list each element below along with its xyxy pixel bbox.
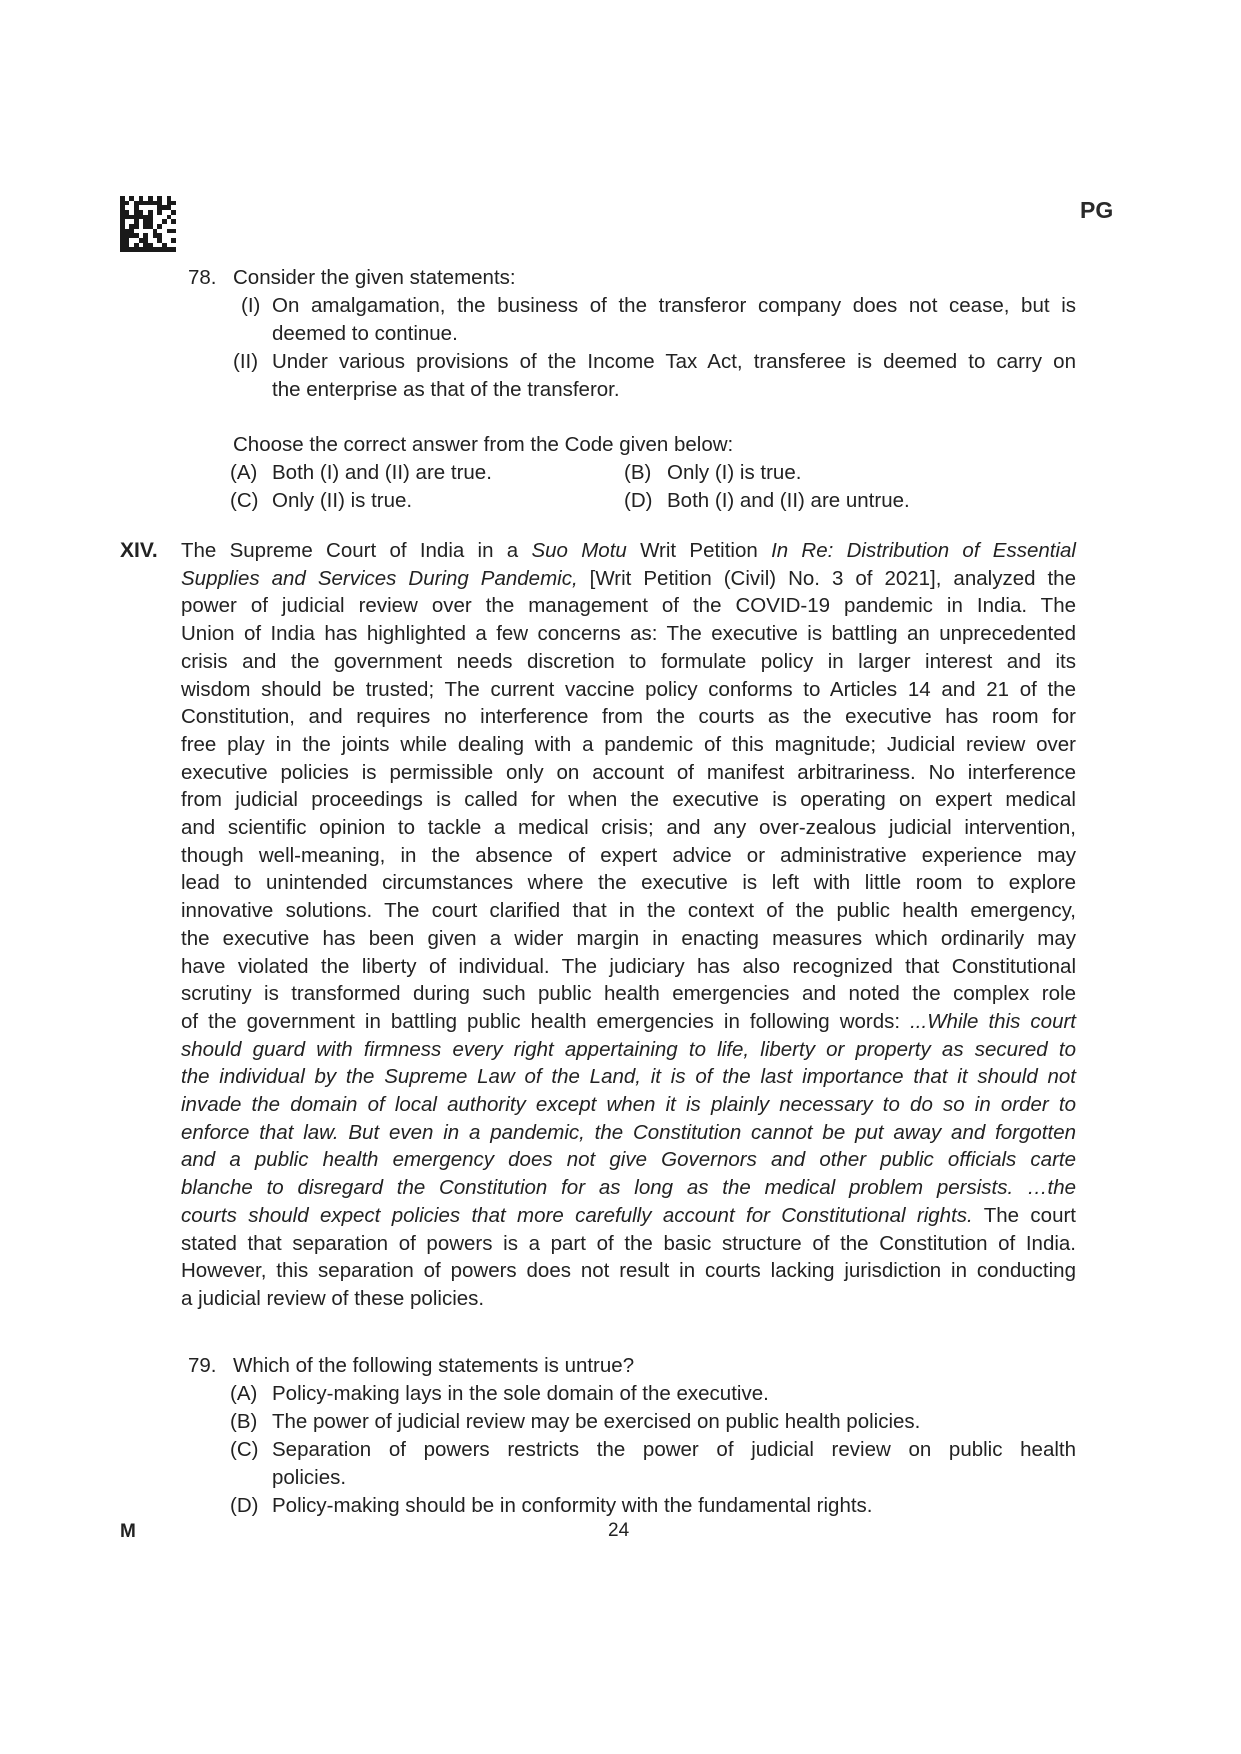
passage-line (181, 1202, 1076, 1230)
passage-label: XIV. (120, 539, 158, 562)
q79-option-b-label: (B) (230, 1410, 258, 1433)
statement-2-text: Under various provisions of the Income Tax Act, transferee is deemed to carry on (272, 350, 1076, 373)
passage-line (181, 676, 1076, 704)
passage-line (181, 1091, 1076, 1119)
passage-line (181, 1257, 1076, 1285)
passage-italic-text: should guard with firmness every right appertaining to life, liberty or property as secured to (181, 1037, 1076, 1061)
passage-text-run: though well-meaning, in the absence of expert advice or administrative experience may (181, 843, 1076, 867)
passage-italic-text: Supplies and Services During Pandemic, (181, 566, 578, 590)
passage-text-run: a judicial review of these policies. (181, 1286, 485, 1310)
q79-option-d-label: (D) (230, 1494, 259, 1517)
passage-line (181, 1146, 1076, 1174)
question-78-number: 78. (188, 266, 217, 289)
passage-italic-text: enforce that law. But even in a pandemic, the Constitution cannot be put away and forgotten (181, 1120, 1076, 1144)
q78-option-c-text: Only (II) is true. (272, 489, 413, 512)
passage-text-run: The court (972, 1203, 1076, 1227)
q79-option-a-label: (A) (230, 1382, 258, 1405)
passage-text-run: The Supreme Court of India in a (181, 539, 532, 562)
passage-line (181, 1008, 1076, 1036)
passage-line (181, 1230, 1076, 1258)
passage-line (181, 759, 1076, 787)
passage-line (181, 925, 1076, 953)
passage-line (181, 842, 1076, 870)
statement-1-text: On amalgamation, the business of the transferor company does not cease, but is (272, 294, 1076, 317)
statement-2-text-cont: the enterprise as that of the transferor. (272, 378, 620, 401)
passage-text-run: executive policies is permissible only on account of manifest arbitrariness. No interference (181, 760, 1076, 784)
question-79-number: 79. (188, 1354, 217, 1377)
passage-line (181, 814, 1076, 842)
q78-option-d-label: (D) (624, 489, 653, 512)
passage-text-run: Writ Petition (626, 539, 772, 562)
passage-text-run: innovative solutions. The court clarified that in the context of the public health emergency, (181, 899, 1076, 923)
passage-text-run: have violated the liberty of individual. The judiciary has also recognized that Constitutional (181, 954, 1076, 978)
passage-text-run: Constitution, and requires no interference from the courts as the executive has room for (181, 705, 1076, 729)
passage-line (181, 1119, 1076, 1147)
passage-italic-text: ...While this court (910, 1009, 1076, 1033)
statement-2-label: (II) (233, 350, 259, 373)
passage-text-run: [Writ Petition (Civil) No. 3 of 2021], analyzed the (577, 566, 1076, 590)
passage-text-run: scrutiny is transformed during such public health emergencies and noted the complex role (181, 982, 1076, 1006)
passage-line (181, 869, 1076, 897)
q78-option-b-text: Only (I) is true. (667, 461, 802, 484)
passage-text-run: from judicial proceedings is called for when the executive is operating on expert medical (181, 788, 1076, 812)
passage-line (181, 703, 1076, 731)
q79-option-c-text-cont: policies. (272, 1466, 347, 1489)
passage-line (181, 592, 1076, 620)
statement-1-label: (I) (241, 294, 261, 317)
qr-code-image (120, 196, 176, 252)
passage-line (181, 620, 1076, 648)
passage-line (181, 537, 1076, 565)
passage-line (181, 980, 1076, 1008)
q78-option-c-label: (C) (230, 489, 259, 512)
passage-text-run: Union of India has highlighted a few concerns as: The executive is battling an unprecedented (181, 622, 1076, 646)
q79-option-c-text: Separation of powers restricts the power of judicial review on public health (272, 1438, 1076, 1461)
q79-option-a-text: Policy-making lays in the sole domain of the executive. (272, 1382, 769, 1405)
question-79-stem: Which of the following statements is untrue? (233, 1354, 635, 1377)
q79-option-d-text: Policy-making should be in conformity with the fundamental rights. (272, 1494, 873, 1517)
passage-italic-text: courts should expect policies that more carefully account for Constitutional rights. (181, 1203, 973, 1227)
passage-text-run: free play in the joints while dealing with a pandemic of this magnitude; Judicial review over (181, 732, 1076, 756)
question-78-stem: Consider the given statements: (233, 266, 516, 289)
passage-line (181, 648, 1076, 676)
series-code: M (120, 1521, 136, 1542)
passage-italic-text: and a public health emergency does not give Governors and other public officials carte (181, 1148, 1076, 1172)
question-78-instruction: Choose the correct answer from the Code given below: (233, 433, 734, 456)
passage-italic-text: the individual by the Supreme Law of the Land, it is of the last importance that it should not (181, 1065, 1076, 1089)
passage-line (181, 897, 1076, 925)
passage-line (181, 1285, 1076, 1313)
passage-text-run: wisdom should be trusted; The current vaccine policy conforms to Articles 14 and 21 of the (181, 677, 1076, 701)
passage-line (181, 953, 1076, 981)
passage-line (181, 786, 1076, 814)
passage-italic-text: In Re: Distribution of Essential (771, 539, 1076, 562)
passage-line (181, 1174, 1076, 1202)
passage-text-run: stated that separation of powers is a part of the basic structure of the Constitution of India. (181, 1231, 1076, 1255)
passage-text-run: power of judicial review over the management of the COVID-19 pandemic in India. The (181, 594, 1076, 618)
statement-1-text-cont: deemed to continue. (272, 322, 458, 345)
passage-line (181, 1036, 1076, 1064)
q79-option-b-text: The power of judicial review may be exercised on public health policies. (272, 1410, 921, 1433)
passage-text-run: of the government in battling public health emergencies in following words: (181, 1009, 911, 1033)
passage-text-run: lead to unintended circumstances where the executive is left with little room to explore (181, 871, 1076, 895)
q78-option-a-label: (A) (230, 461, 258, 484)
passage-text-run: the executive has been given a wider margin in enacting measures which ordinarily may (181, 926, 1076, 950)
passage-italic-text: blanche to disregard the Constitution for as long as the medical problem persists. …the (181, 1176, 1076, 1200)
passage-line (181, 565, 1076, 593)
q79-option-c-label: (C) (230, 1438, 259, 1461)
q78-option-a-text: Both (I) and (II) are true. (272, 461, 492, 484)
passage-text-run: crisis and the government needs discretion to formulate policy in larger interest and its (181, 649, 1076, 673)
passage-italic-text: invade the domain of local authority except when it is plainly necessary to do so in order to (181, 1093, 1076, 1117)
passage-line (181, 1063, 1076, 1091)
paper-code: PG (1080, 197, 1114, 223)
q78-option-b-label: (B) (624, 461, 652, 484)
passage-italic-text: Suo Motu (531, 539, 627, 562)
page-number: 24 (608, 1520, 630, 1541)
passage-text (181, 537, 1076, 1313)
q78-option-d-text: Both (I) and (II) are untrue. (667, 489, 910, 512)
passage-text-run: However, this separation of powers does not result in courts lacking jurisdiction in conducting (181, 1259, 1076, 1283)
passage-line (181, 731, 1076, 759)
passage-text-run: and scientific opinion to tackle a medical crisis; and any over-zealous judicial intervention, (181, 816, 1076, 840)
